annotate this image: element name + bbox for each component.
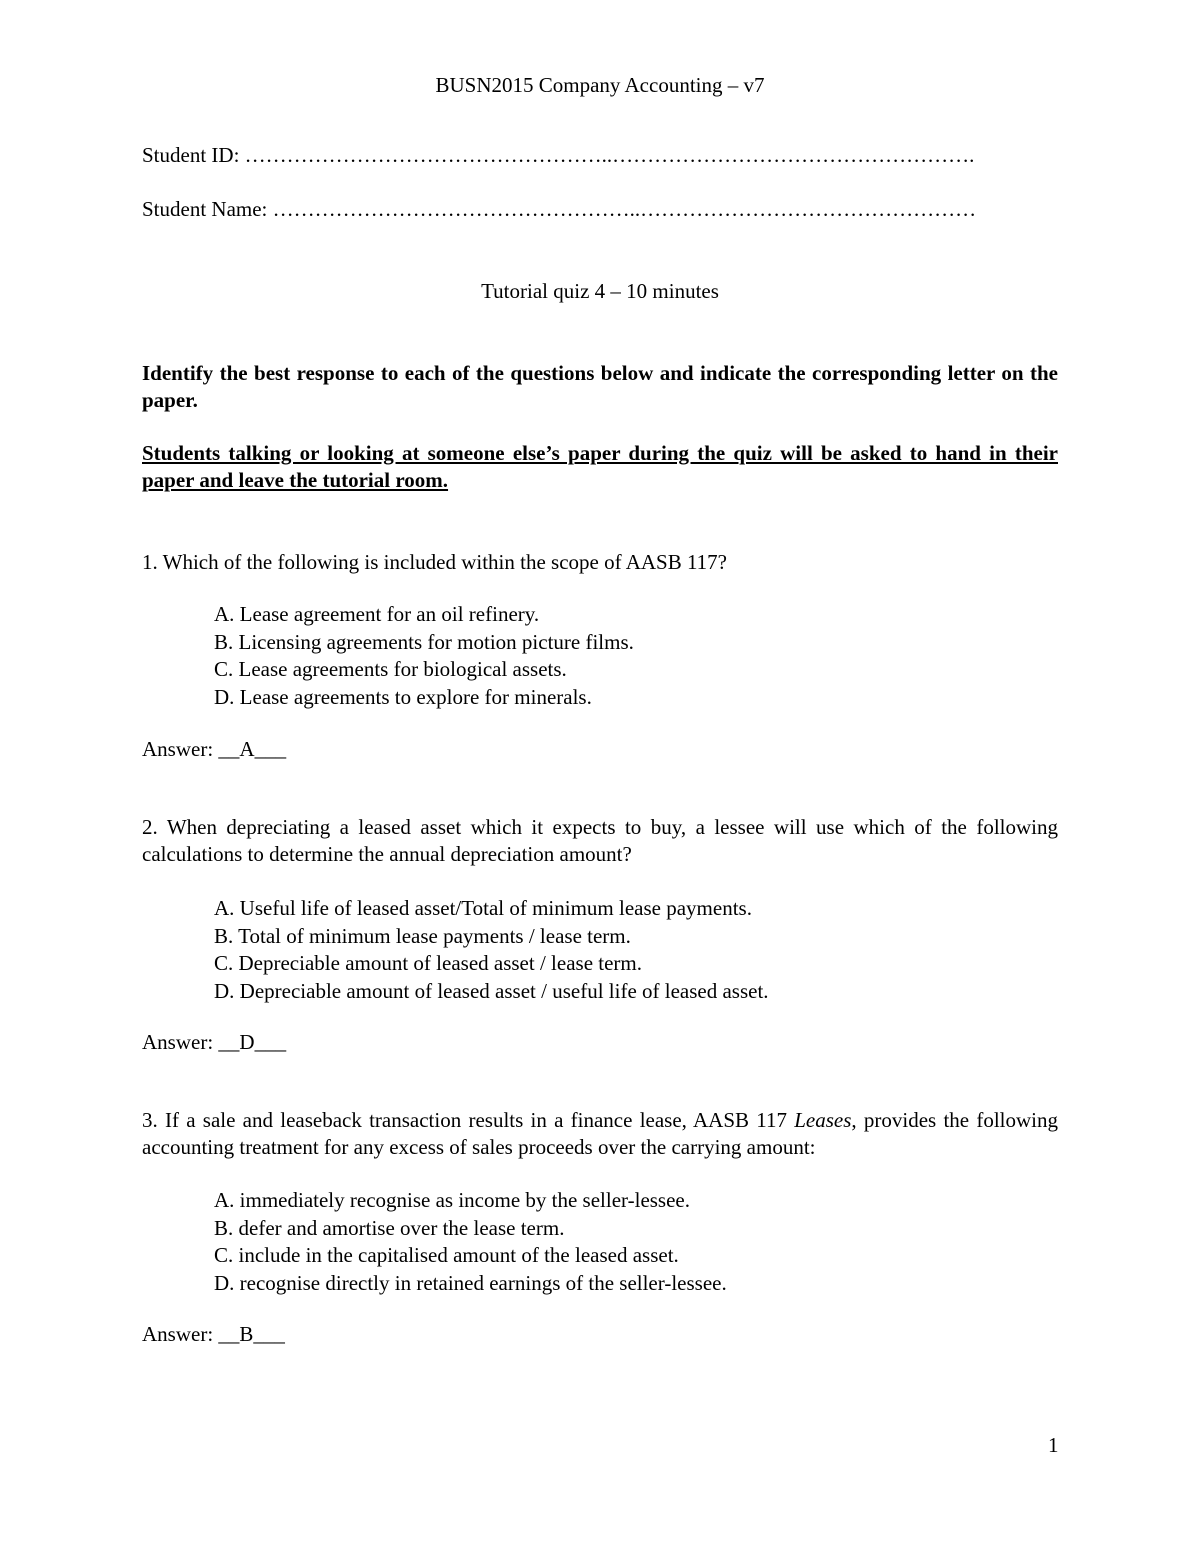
question-1-answer: Answer: __A___ — [142, 737, 287, 761]
student-id-field: Student ID: ……………………………………………..……………………………………………. — [142, 143, 975, 167]
instructions: Identify the best response to each of the questions below and indicate the corresponding letter on the paper. — [142, 361, 1058, 412]
question-2-option-a: A. Useful life of leased asset/Total of minimum lease payments. — [214, 896, 752, 920]
question-1-text: 1. Which of the following is included within the scope of AASB 117? — [142, 550, 728, 574]
question-2-option-b: B. Total of minimum lease payments / lease term. — [214, 923, 631, 948]
question-3-option-b: B. defer and amortise over the lease term. — [214, 1215, 565, 1240]
question-2-text: 2. When depreciating a leased asset which it expects to buy, a lessee will use which of the following calculations to determine the annual depreciation amount? — [142, 815, 1058, 866]
student-name-field: Student Name: ……………………………………………..………………………………………… — [142, 197, 977, 221]
question-2-option-d: D. Depreciable amount of leased asset / useful life of leased asset. — [214, 978, 769, 1003]
question-3-text-italic: Leases — [794, 1108, 852, 1132]
question-3-text-after: , provides the following accounting treatment for any excess of sales proceeds over the carrying amount: — [142, 1108, 1059, 1159]
question-2-options — [214, 895, 1054, 1005]
question-3-option-a: A. immediately recognise as income by the seller-lessee. — [214, 1188, 690, 1212]
warning-notice: Students talking or looking at someone else’s paper during the quiz will be asked to hand in their paper and leave the tutorial room. — [142, 441, 1058, 492]
question-2-option-c: C. Depreciable amount of leased asset / lease term. — [214, 951, 642, 975]
quiz-title: Tutorial quiz 4 – 10 minutes — [481, 279, 719, 303]
question-1-option-d: D. Lease agreements to explore for minerals. — [214, 684, 592, 709]
page-number: 1 — [1048, 1433, 1059, 1457]
question-2-answer: Answer: __D___ — [142, 1030, 287, 1054]
document-header: BUSN2015 Company Accounting – v7 — [435, 73, 765, 97]
question-1-option-a: A. Lease agreement for an oil refinery. — [214, 602, 540, 626]
question-3-option-d: D. recognise directly in retained earnings of the seller-lessee. — [214, 1270, 727, 1295]
question-1-option-b: B. Licensing agreements for motion picture films. — [214, 629, 634, 654]
question-1-options — [214, 601, 1054, 711]
question-3-text — [142, 1107, 1058, 1161]
question-3-options — [214, 1187, 1054, 1297]
question-3-answer: Answer: __B___ — [142, 1322, 285, 1346]
question-3-text-before: 3. If a sale and leaseback transaction results in a finance lease, AASB 117 — [142, 1108, 795, 1132]
question-3-option-c: C. include in the capitalised amount of the leased asset. — [214, 1243, 679, 1267]
question-1-option-c: C. Lease agreements for biological assets. — [214, 657, 567, 681]
